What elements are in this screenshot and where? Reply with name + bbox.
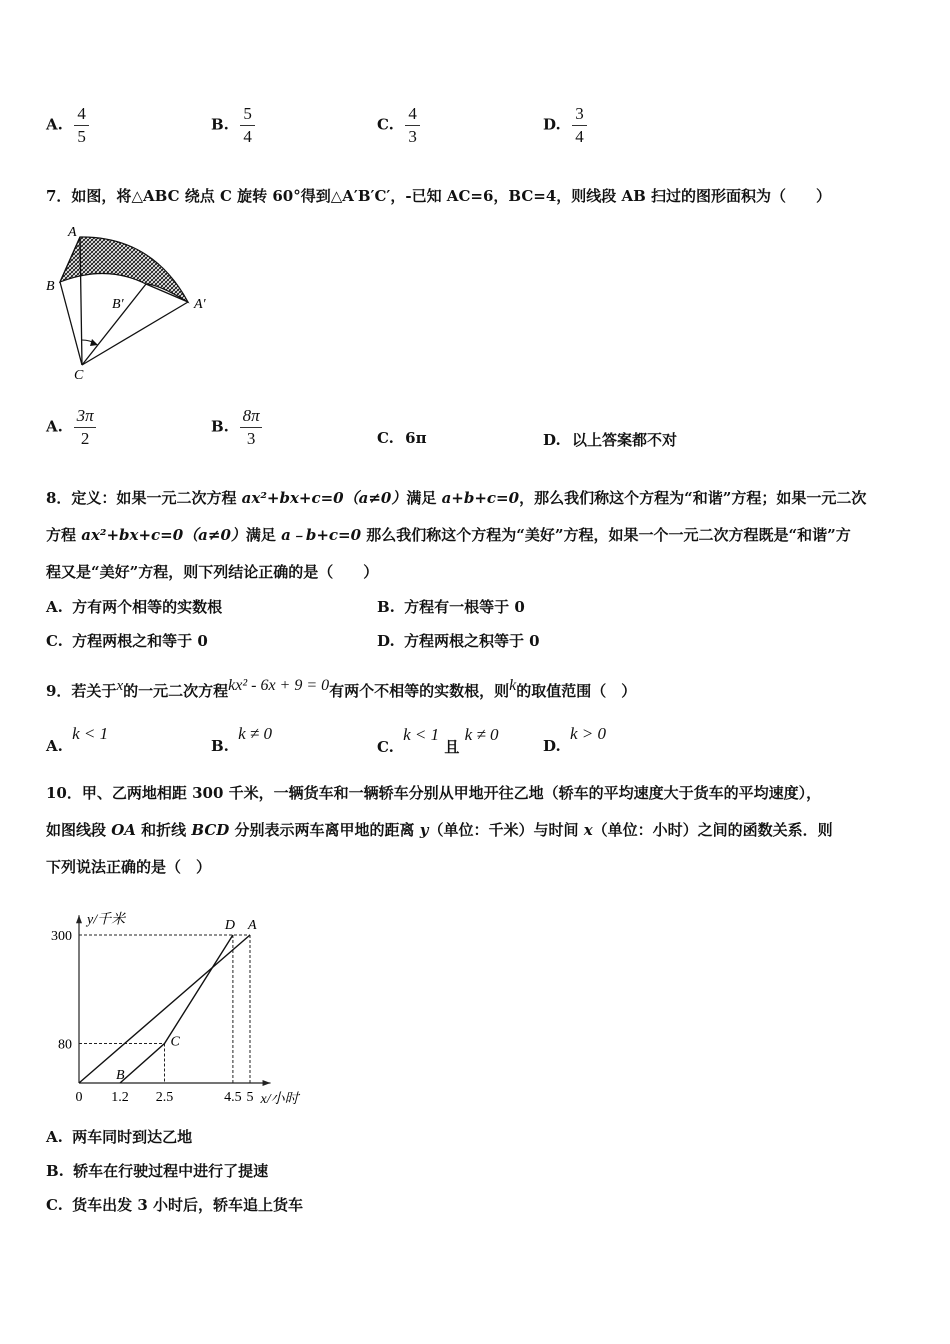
q8-stem-line3: 程又是“美好”方程，则下列结论正确的是（ ） [46, 563, 379, 581]
q9-option-b[interactable]: B. k ≠ 0 [211, 724, 273, 755]
x-tick-label: 0 [75, 1090, 83, 1105]
q8-option-c[interactable]: C. 方程两根之和等于 0 [46, 632, 208, 650]
fraction: $\frac{3}{4}$ [572, 104, 587, 147]
q7-option-d[interactable]: D. 以上答案都不对 [543, 431, 677, 449]
label-a-prime: A′ [194, 297, 206, 312]
q7-option-b[interactable]: B. $\frac{8\pi}{3}$ [211, 406, 262, 449]
x-axis-arrow [263, 1080, 271, 1086]
q8-option-d[interactable]: D. 方程两根之积等于 0 [377, 632, 540, 650]
fraction: $\frac{4}{5}$ [74, 104, 89, 147]
q10-stem-line2: 如图线段 OA 和折线 BCD 分别表示两车离甲地的距离 y（单位：千米）与时间 x（单位：小时）之间的函数关系．则 [46, 821, 833, 839]
q8-stem-line1: 8．定义：如果一元二次方程 ax²+bx+c=0（a≠0）满足 a+b+c=0，那么我们称这个方程为“和谐”方程；如果一元二次 [46, 489, 867, 507]
series-line-BCD [120, 935, 233, 1083]
q6-option-b[interactable]: B. $\frac{5}{4}$ [211, 104, 255, 147]
point-label-c: C [170, 1034, 180, 1050]
q6-option-d[interactable]: D. $\frac{3}{4}$ [543, 104, 587, 147]
y-tick-label: 300 [51, 929, 72, 944]
q10-stem-line1: 10．甲、乙两地相距 300 千米，一辆货车和一辆轿车分别从甲地开往乙地（轿车的平均速度大于货车的平均速度）， [46, 784, 822, 802]
shaded-region [60, 237, 188, 302]
label-b: B [46, 279, 55, 294]
q9-stem: 9．若关于$^x$的一元二次方程$^{kx^2 - 6x + 9 = 0}$有两个不相等的实数根，则$^k$的取值范围（ ） [46, 677, 637, 700]
y-tick-label: 80 [58, 1037, 72, 1053]
q9-option-a[interactable]: A. k < 1 [46, 724, 109, 755]
point-label-b: B [116, 1068, 125, 1083]
q6-option-a[interactable]: A. $\frac{4}{5}$ [46, 104, 89, 147]
q8-option-a[interactable]: A. 方有两个相等的实数根 [46, 598, 223, 616]
q7-stem: 7．如图，将△ABC 绕点 C 旋转 60°得到△A′B′C′，‑已知 AC=6，BC=4，则线段 AB 扫过的图形面积为（ ） [46, 187, 832, 205]
x-tick-label: 2.5 [155, 1090, 174, 1105]
label-a: A [68, 225, 77, 240]
q10-chart [38, 893, 318, 1113]
q10-option-a[interactable]: A. 两车同时到达乙地 [46, 1128, 193, 1146]
q9-option-c[interactable]: C. k < 1 且 k ≠ 0 [377, 725, 499, 756]
y-axis-label: y/千米 [87, 912, 126, 928]
fraction: $\frac{4}{3}$ [405, 104, 420, 147]
fraction: $\frac{3\pi}{2}$ [74, 406, 96, 449]
fraction: $\frac{5}{4}$ [240, 104, 255, 147]
label-c: C [74, 368, 84, 382]
point-label-a: A [248, 918, 257, 933]
q8-stem-line2: 方程 ax²+bx+c=0（a≠0）满足 a﹣b+c=0 那么我们称这个方程为“美好”方程，如果一个一元二次方程既是“和谐”方 [46, 526, 851, 544]
q10-option-b[interactable]: B. 轿车在行驶过程中进行了提速 [46, 1162, 269, 1180]
q6-option-c[interactable]: C. $\frac{4}{3}$ [377, 104, 420, 147]
x-axis-label: x/小时 [260, 1092, 299, 1107]
label-b-prime: B′ [112, 297, 124, 312]
fraction: $\frac{8\pi}{3}$ [240, 406, 262, 449]
x-tick-label: 1.2 [111, 1090, 129, 1105]
q10-option-c[interactable]: C. 货车出发 3 小时后，轿车追上货车 [46, 1196, 304, 1214]
x-tick-label: 4.5 [224, 1090, 242, 1105]
q7-option-c[interactable]: C. 6π [377, 429, 427, 447]
y-axis-arrow [76, 915, 82, 923]
q9-option-d[interactable]: D. k > 0 [543, 724, 606, 755]
q10-stem-line3: 下列说法正确的是（ ） [46, 858, 212, 876]
q7-figure [46, 222, 216, 382]
q8-option-b[interactable]: B. 方程有一根等于 0 [377, 598, 525, 616]
point-label-d: D [224, 918, 236, 933]
q7-option-a[interactable]: A. $\frac{3\pi}{2}$ [46, 406, 96, 449]
x-tick-label: 5 [246, 1090, 254, 1105]
